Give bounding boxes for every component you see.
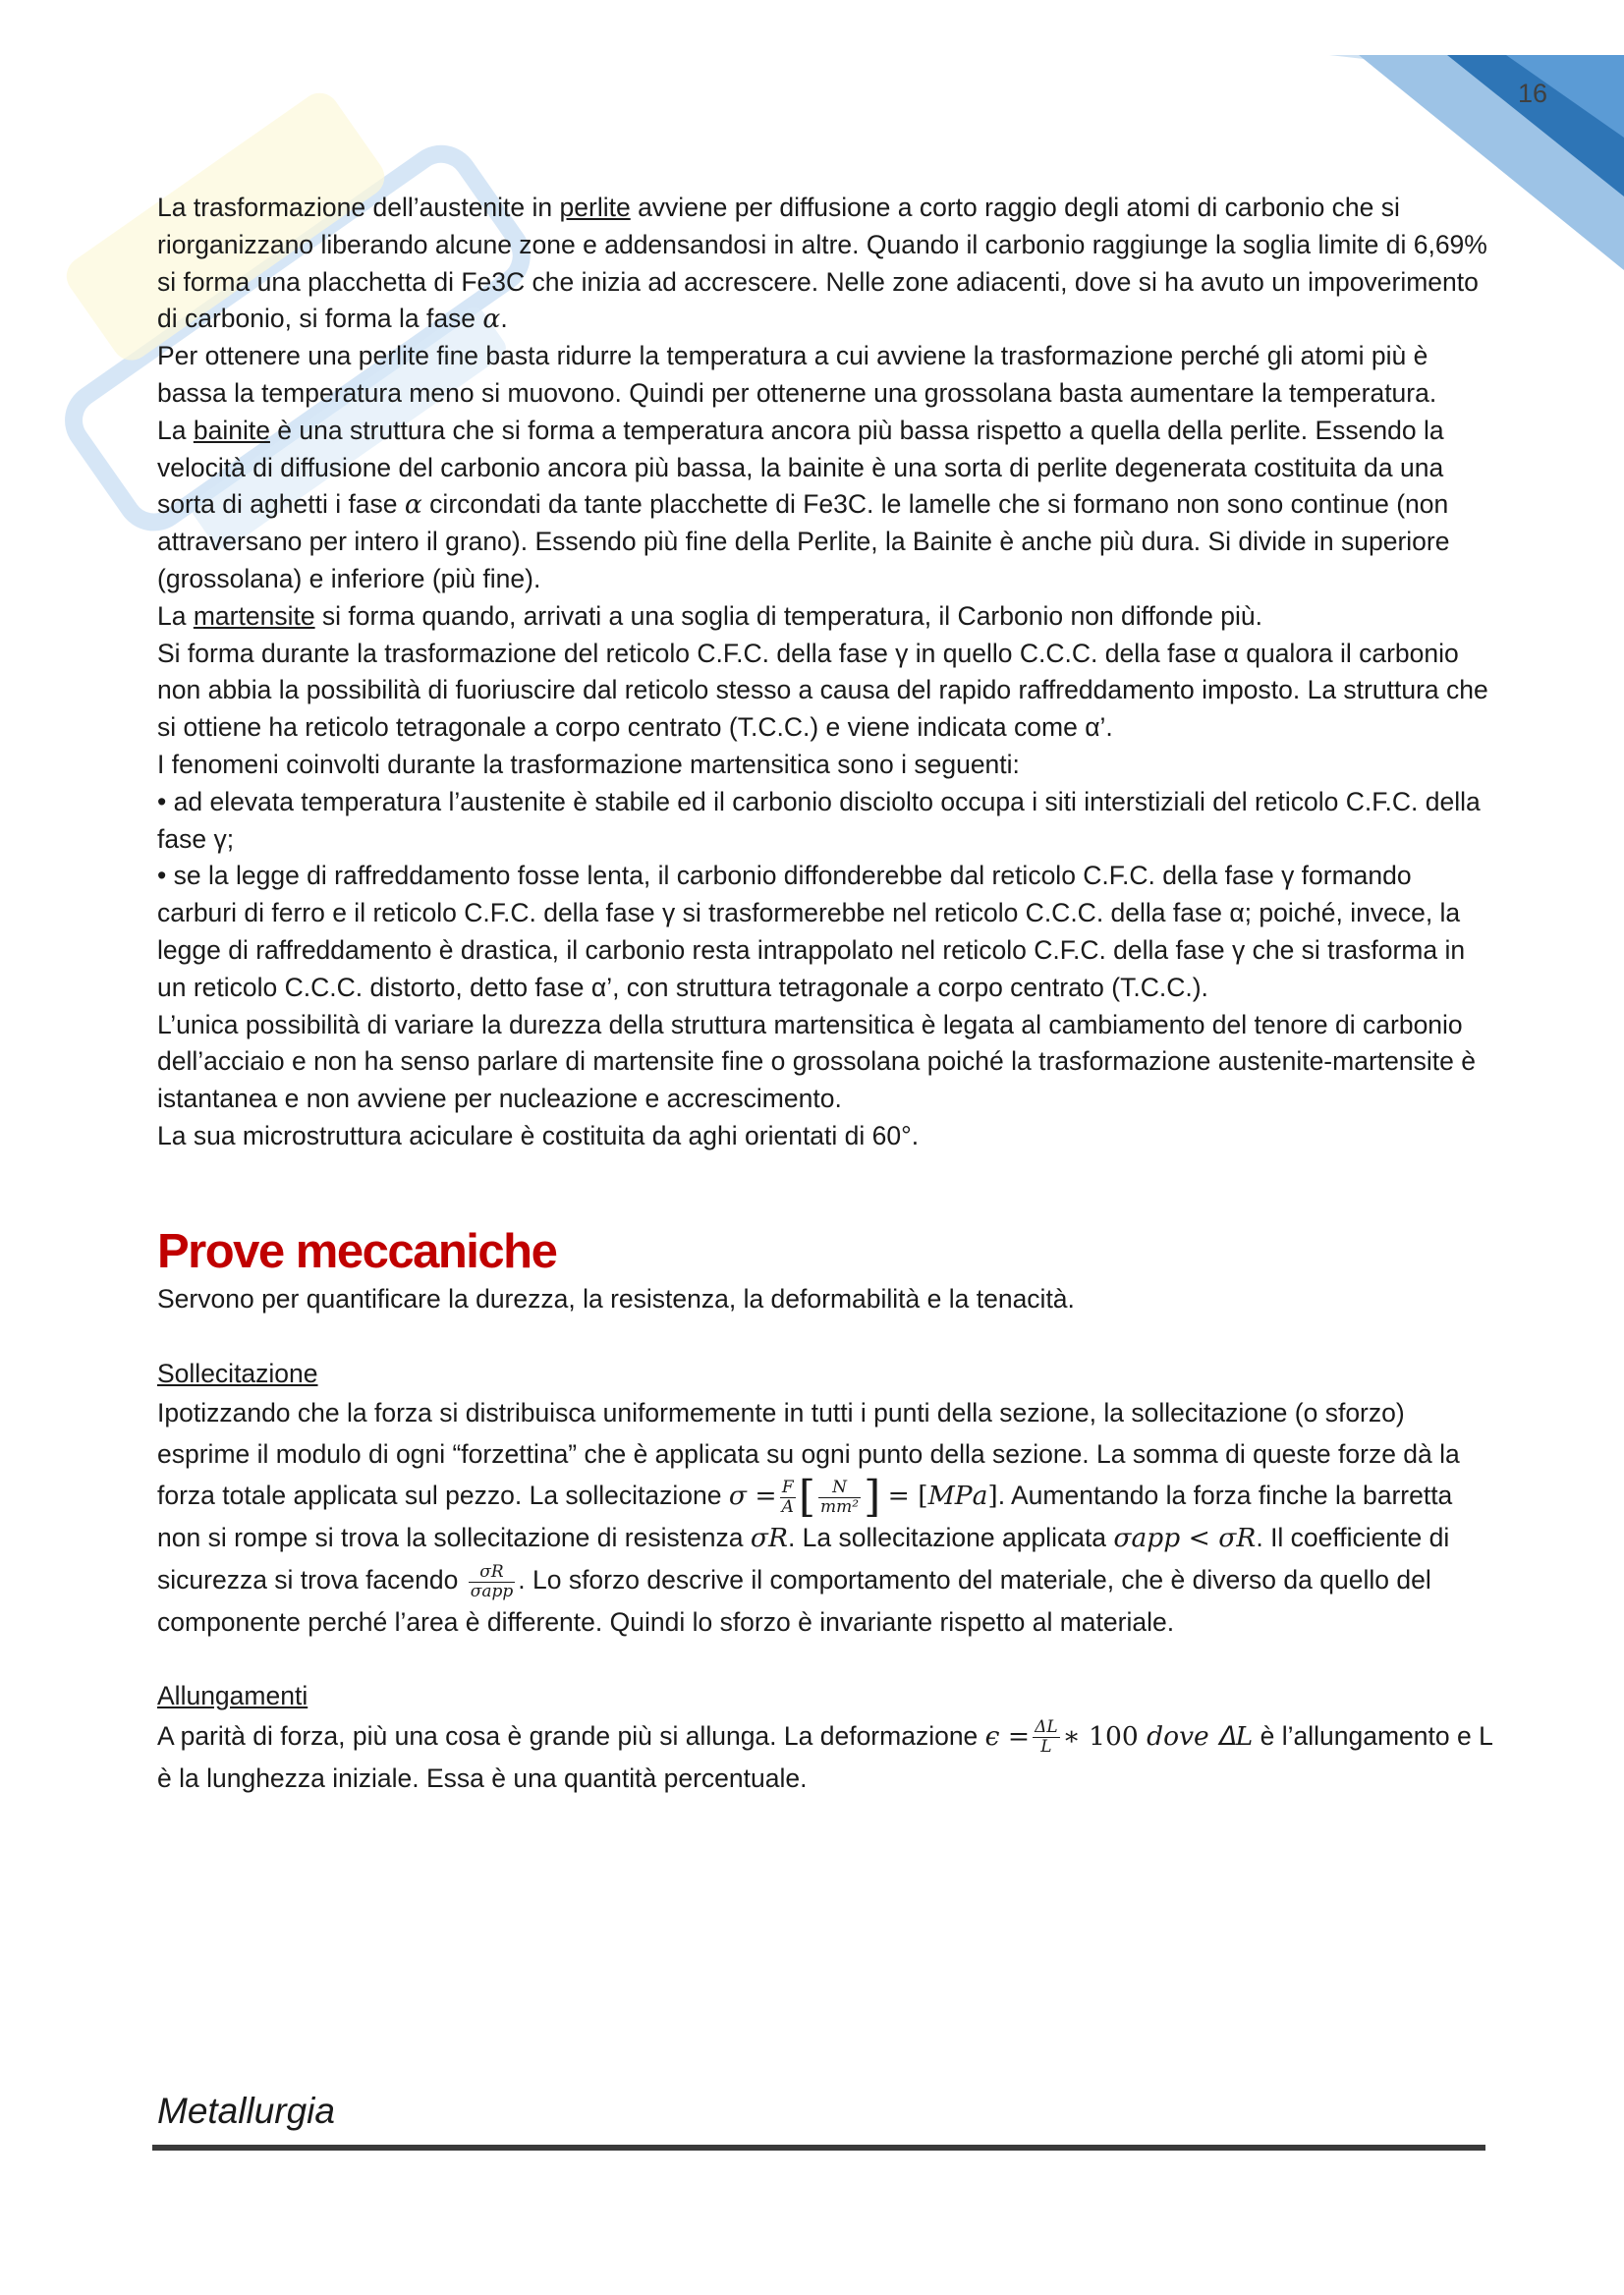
paragraph-microstruttura: La sua microstruttura aciculare è costituita da aghi orientati di 60°. (157, 1120, 920, 1150)
heading-sollecitazione: Sollecitazione (157, 1358, 318, 1388)
paragraph-perlite-fine: Per ottenere una perlite fine basta ridurre la temperatura a cui avviene la trasformazione perché gli atomi più è bassa la temperatura meno si muovono. Quindi per ottenerne una grossolana basta aumentare la temperatura. (157, 341, 1437, 408)
sigma-equation: 𝜎 = (728, 1481, 777, 1512)
paragraph-martensite: La martensite si forma quando, arrivati a una soglia di temperatura, il Carbonio non diffonde più. (157, 600, 1262, 631)
paragraph-durezza: L’unica possibilità di variare la durezza della struttura martensitica è legata al cambiamento del tenore di carbonio dell’acciaio e non ha senso parlare di martensite fine o grossolana poiché la trasformazione austenite-martensite è istantanea e non avviene per nucleazione e accrescimento. (157, 1009, 1476, 1114)
paragraph-perlite: La trasformazione dell’austenite in perlite avviene per diffusione a corto raggio degli atomi di carbonio che si riorganizzano liberando alcune zone e addensandosi in altre. Quando il carbonio raggiunge la soglia limite di 6,69% si forma una placchetta di Fe3C che inizia ad accrescere. Nelle zone adiacenti, dove si ha avuto un impoverimento di carbonio, si forma la fase 𝛼. (157, 193, 1487, 335)
fraction-units: $\frac{N}{\text{mm²}}$ (820, 1477, 860, 1517)
fraction-safety-coefficient: $\frac{\sigma R}{\text{σapp}}$ (470, 1561, 514, 1601)
footer-rule (152, 2145, 1485, 2151)
bullet-cooling-law: • se la legge di raffreddamento fosse lenta, il carbonio diffonderebbe dal reticolo C.F.C. della fase γ formando carburi di ferro e il reticolo C.F.C. della fase γ si trasformerebbe nel reticolo C.C.C. della fase α; poiché, invece, la legge di raffreddamento è drastica, il carbonio resta intrappolato nel reticolo C.F.C. della fase γ che si trasforma in un reticolo C.C.C. distorto, detto fase α’, con struttura tetragonale a corpo centrato (T.C.C.). (157, 861, 1466, 1002)
paragraph-martensite-formation: Si forma durante la trasformazione del reticolo C.F.C. della fase γ in quello C.C.C. della fase α qualora il carbonio non abbia la possibilità di fuoriuscire dal reticolo stesso a causa del rapido raffreddamento imposto. La struttura che si ottiene ha reticolo tetragonale a corpo centrato (T.C.C.) e viene indicata come α’. (157, 638, 1488, 743)
paragraph-fenomeni: I fenomeni coinvolti durante la trasformazione martensitica sono i seguenti: (157, 749, 1020, 779)
paragraph-allungamenti: A parità di forza, più una cosa è grande più si allunga. La deformazione 𝜖 = $\frac{\Delta L}{L}$ ∗ 100 𝑑𝑜𝑣𝑒 𝛥𝐿 è l’allungamento e L è la lunghezza iniziale. Essa è una quantità percentuale. (157, 1717, 1492, 1793)
page-number: 16 (1517, 79, 1547, 108)
paragraph-sollecitazione: Ipotizzando che la forza si distribuisca uniformemente in tutti i punti della sezione, la sollecitazione (o sforzo) esprime il modulo di ogni “forzettina” che è applicata su ogni punto della sezione. La somma di queste forze dà la forza totale applicata sul pezzo. La sollecitazione 𝜎 = $\frac{F}{A}$ [ $\frac{N}{\text{mm²}}$ ] = [𝑀𝑃𝑎]. Aumentando la forza finche la barretta non si rompe si trova la sollecitazione di resistenza 𝜎𝑅. La sollecitazione applicata 𝜎𝑎𝑝𝑝 < 𝜎𝑅. Il coefficiente di sicurezza si trova facendo $\frac{\sigma R}{\text{σapp}}$ . Lo sforzo descrive il comportamento del materiale, che è diverso da quello del componente perché l’area è differente. Quindi lo sforzo è invariante rispetto al materiale. (157, 1398, 1460, 1637)
term-perlite: perlite (559, 193, 631, 222)
fraction-delta-l-over-l: $\frac{\Delta L}{L}$ (1035, 1717, 1058, 1758)
footer-label: Metallurgia (157, 2091, 335, 2131)
page-content (157, 190, 1493, 1799)
term-bainite: bainite (193, 415, 270, 445)
term-martensite: martensite (193, 600, 315, 631)
heading-allungamenti: Allungamenti (157, 1680, 308, 1710)
fraction-f-over-a: $\frac{F}{A}$ (781, 1477, 794, 1517)
bullet-high-temperature: • ad elevata temperatura l’austenite è stabile ed il carbonio disciolto occupa i siti interstiziali del reticolo C.F.C. della fase γ; (157, 786, 1481, 854)
paragraph-bainite: La bainite è una struttura che si forma a temperatura ancora più bassa rispetto a quella della perlite. Essendo la velocità di diffusione del carbonio ancora più bassa, la bainite è una sorta di perlite degenerata costituita da una sorta di aghetti i fase 𝛼 circondati da tante placchette di Fe3C. le lamelle che si formano non sono continue (non attraversano per intero il grano). Essendo più fine della Perlite, la Bainite è anche più dura. Si divide in superiore (grossolana) e inferiore (più fine). (157, 415, 1450, 593)
section-intro: Servono per quantificare la durezza, la resistenza, la deformabilità e la tenacità. (157, 1283, 1075, 1314)
section-title: Prove meccaniche (157, 1224, 557, 1278)
